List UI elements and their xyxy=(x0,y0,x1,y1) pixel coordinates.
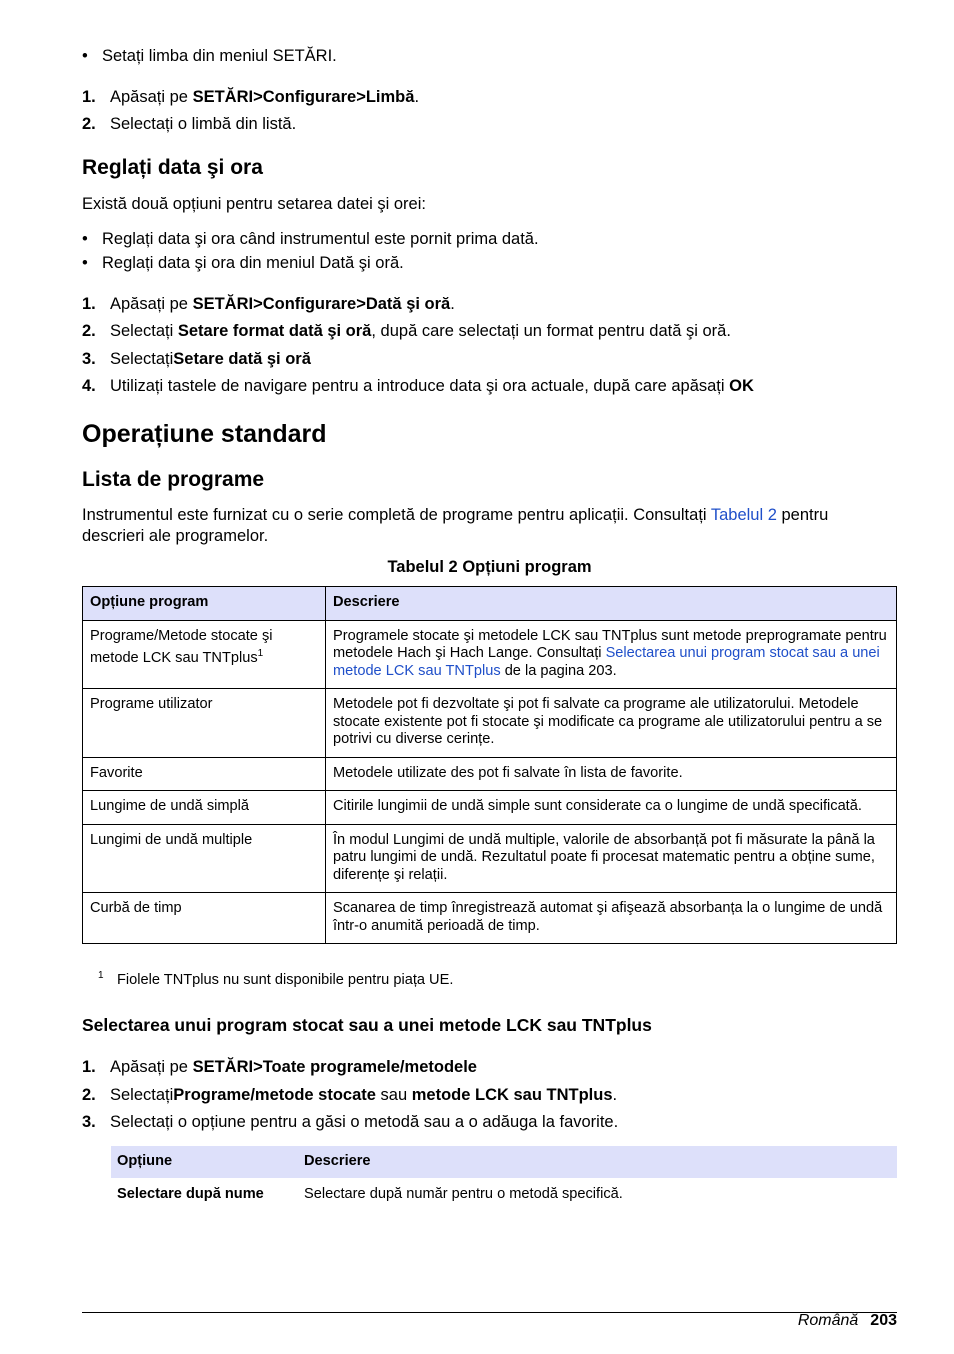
table-cell: Lungime de undă simplă xyxy=(83,791,326,825)
description-text: Programele stocate şi metodele LCK sau TNTplus sunt metode preprogramate pentru metodele Hach şi Hach Lange. Consultați xyxy=(333,627,887,661)
table-row xyxy=(83,893,897,944)
step-text-plain: , după care selectați un format pentru dată şi oră. xyxy=(371,322,731,340)
column-header: Descriere xyxy=(326,587,897,621)
table-cell: Scanarea de timp înregistrează automat şi afişează absorbanța la o lungime de undă într-o anumită perioadă de timp. xyxy=(326,893,897,944)
step-text xyxy=(110,1086,617,1105)
step-text-bold: OK xyxy=(729,377,754,395)
section-link[interactable]: Selectarea unui program stocat sau a unei metode LCK sau TNTplus xyxy=(333,645,880,679)
step-text xyxy=(110,295,455,314)
column-header: Opțiune program xyxy=(83,587,326,621)
bullet-text: Reglați data şi ora din meniul Dată şi oră. xyxy=(102,254,404,272)
step-text xyxy=(110,350,311,369)
table-row xyxy=(83,824,897,893)
footnote-number: 1 xyxy=(98,970,104,981)
table-cell: Selectare după număr pentru o metodă specifică. xyxy=(304,1186,623,1202)
table-cell xyxy=(326,620,897,689)
step-number: 2. xyxy=(82,115,96,133)
table-cell: Curbă de timp xyxy=(83,893,326,944)
bullet: • xyxy=(82,230,88,248)
step-number: 3. xyxy=(82,1113,96,1131)
step-number: 1. xyxy=(82,88,96,106)
bullet-text: Setați limba din meniul SETĂRI. xyxy=(102,47,337,65)
step-text-bold: Setare format dată şi oră xyxy=(177,322,372,340)
chapter-title: Operațiune standard xyxy=(82,420,327,448)
step-text-plain: Apăsați pe xyxy=(110,295,193,313)
paragraph xyxy=(82,505,872,547)
programs-table xyxy=(82,586,897,944)
step-text xyxy=(110,322,731,341)
step-number: 4. xyxy=(82,377,96,395)
description-text: de la pagina 203. xyxy=(500,662,617,679)
footnote-text: Fiolele TNTplus nu sunt disponibile pentru piața UE. xyxy=(117,972,454,988)
table-caption: Tabelul 2 Opțiuni program xyxy=(387,558,592,576)
step-text-plain: Selectați xyxy=(110,322,178,340)
step-text xyxy=(110,115,296,134)
table-row xyxy=(83,757,897,791)
paragraph-text: pentru descrieri ale programelor. xyxy=(82,506,829,545)
step-text xyxy=(110,1058,477,1077)
step-text-plain: sau xyxy=(375,1086,412,1104)
column-header: Opțiune xyxy=(111,1146,298,1178)
bullet-text: Reglați data şi ora când instrumentul este pornit prima dată. xyxy=(102,230,539,248)
step-text-bold: Setare dată şi oră xyxy=(173,350,311,368)
step-number: 1. xyxy=(82,295,96,313)
page-footer xyxy=(798,1312,897,1330)
column-header: Descriere xyxy=(298,1146,897,1178)
table-cell: Favorite xyxy=(83,757,326,791)
step-text-plain: Selectați xyxy=(110,1086,174,1104)
step-number: 2. xyxy=(82,322,96,340)
step-text-bold: metode LCK sau TNTplus xyxy=(411,1086,613,1104)
step-text-plain: Utilizați tastele de navigare pentru a introduce data şi ora actuale, după care apăsați xyxy=(110,377,730,395)
options-table xyxy=(111,1146,897,1210)
bullet: • xyxy=(82,254,88,272)
paragraph-text: Instrumentul este furnizat cu o serie completă de programe pentru aplicații. Consultați xyxy=(82,506,711,524)
step-text xyxy=(110,377,754,396)
step-text-plain: Apăsați pe xyxy=(110,1058,193,1076)
page-number: 203 xyxy=(870,1312,897,1329)
table-row xyxy=(111,1178,897,1210)
section-title: Reglați data şi ora xyxy=(82,156,263,179)
table-cell: Selectare după nume xyxy=(117,1186,264,1202)
step-number: 1. xyxy=(82,1058,96,1076)
step-number: 2. xyxy=(82,1086,96,1104)
step-text-plain: Selectați o limbă din listă. xyxy=(110,115,297,133)
step-text-bold: SETĂRI>Configurare>Dată şi oră xyxy=(192,295,451,313)
step-text-plain: Apăsați pe xyxy=(110,88,193,106)
table-header-row xyxy=(111,1146,897,1178)
step-number: 3. xyxy=(82,350,96,368)
paragraph: Există două opțiuni pentru setarea datei şi orei: xyxy=(82,195,426,213)
table-link[interactable]: Tabelul 2 xyxy=(710,506,777,524)
table-row xyxy=(83,689,897,758)
table-header-row xyxy=(83,587,897,621)
bullet: • xyxy=(82,47,88,65)
option-name: Programe/Metode stocate şi metode LCK sau TNTplus xyxy=(90,627,273,666)
section-title: Lista de programe xyxy=(82,468,265,491)
table-cell: În modul Lungimi de undă multiple, valorile de absorbanță pot fi măsurate la până la patru lungimi de undă. Rezultatul poate fi procesat matematic pentru a obține sume, diferențe şi relații. xyxy=(326,824,897,893)
step-text-bold: SETĂRI>Toate programele/metodele xyxy=(192,1058,477,1076)
table-row xyxy=(83,620,897,689)
step-text-plain: . xyxy=(414,88,420,106)
step-text-plain: . xyxy=(450,295,455,313)
table-cell: Citirile lungimii de undă simple sunt considerate ca o lungime de undă specificată. xyxy=(326,791,897,825)
table-cell: Lungimi de undă multiple xyxy=(83,824,326,893)
footer-divider xyxy=(82,1312,897,1313)
step-text xyxy=(110,1113,618,1132)
table-cell: Metodele pot fi dezvoltate şi pot fi salvate ca programe ale utilizatorului. Metodele stocate existente pot fi stocate şi modificate ca programe ale utilizatorului pentru a se potrivi cu diverse cerințe. xyxy=(326,689,897,758)
step-text-plain: . xyxy=(612,1086,618,1104)
step-text-bold: Programe/metode stocate xyxy=(173,1086,376,1104)
table-cell: Metodele utilizate des pot fi salvate în lista de favorite. xyxy=(326,757,897,791)
subsection-title: Selectarea unui program stocat sau a unei metode LCK sau TNTplus xyxy=(82,1015,652,1035)
step-text-plain: Selectați xyxy=(110,350,174,368)
footnote-ref: 1 xyxy=(257,648,264,659)
step-text-bold: SETĂRI>Configurare>Limbă xyxy=(192,88,415,106)
step-text-plain: Selectați o opțiune pentru a găsi o metodă sau a o adăuga la favorite. xyxy=(110,1113,619,1131)
step-text xyxy=(110,88,419,107)
table-row xyxy=(83,791,897,825)
table-cell: Programe utilizator xyxy=(83,689,326,758)
table-cell xyxy=(83,620,326,689)
footer-language: Română xyxy=(797,1312,859,1329)
